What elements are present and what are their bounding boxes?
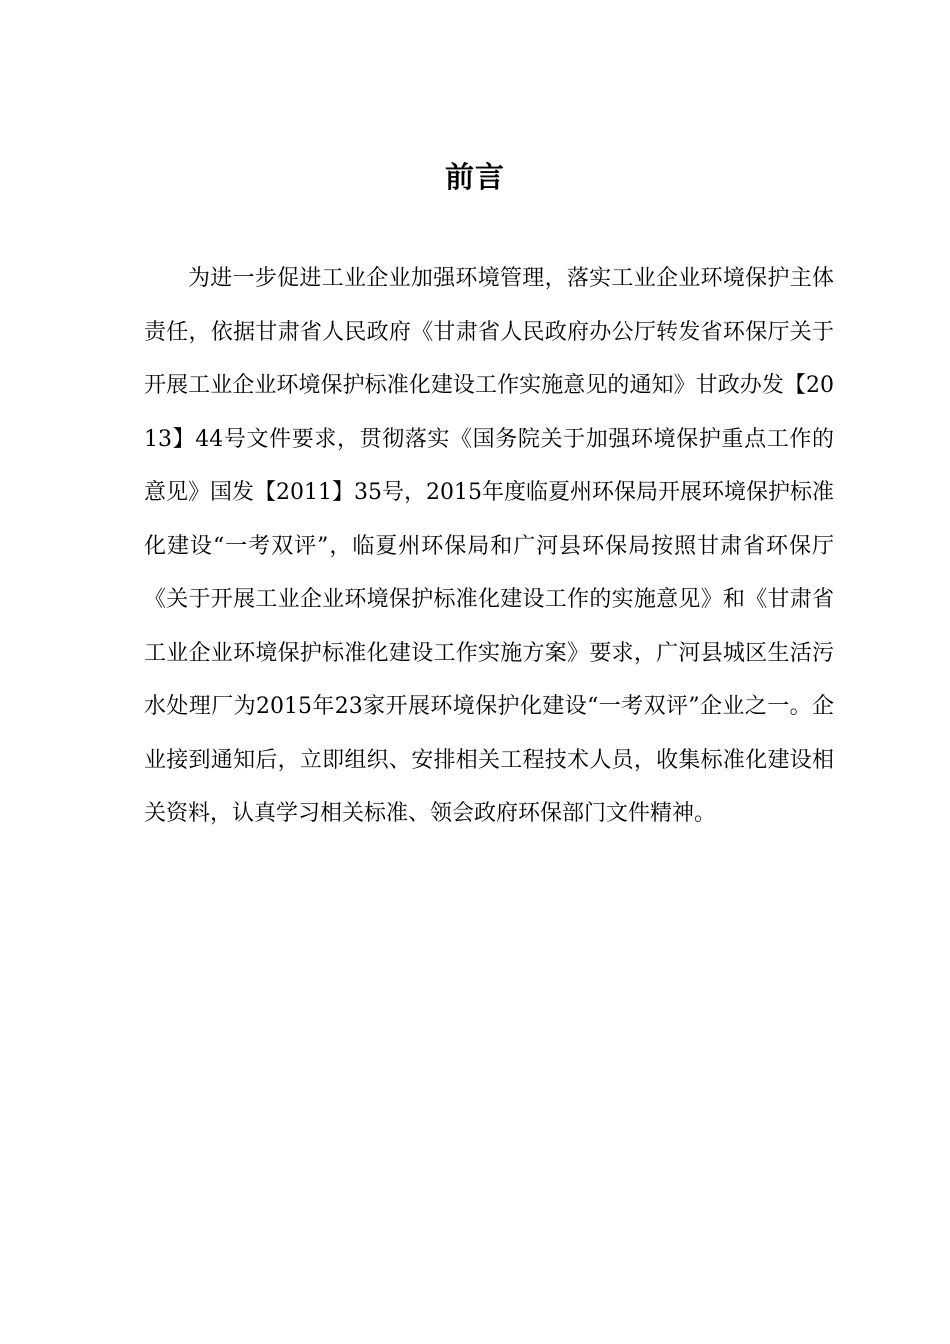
preface-paragraph: 为进一步促进工业企业加强环境管理，落实工业企业环境保护主体责任，依据甘肃省人民政府《甘肃省人民政府办公厅转发省环保厅关于开展工业企业环境保护标准化建设工作实施意见的通知》甘政办发【2013】44号文件要求，贯彻落实《国务院关于加强环境保护重点工作的意见》国发【2011】35号，2015年度临夏州环保局开展环境保护标准化建设“一考双评”，临夏州环保局和广河县环保局按照甘肃省环保厅《关于开展工业企业环境保护标准化建设工作的实施意见》和《甘肃省工业企业环境保护标准化建设工作实施方案》要求，广河县城区生活污水处理厂为2015年23家开展环境保护化建设“一考双评”企业之一。企业接到通知后，立即组织、安排相关工程技术人员，收集标准化建设相关资料，认真学习相关标准、领会政府环保部门文件精神。 (144, 266, 834, 826)
page-title: 前言 (444, 160, 505, 194)
